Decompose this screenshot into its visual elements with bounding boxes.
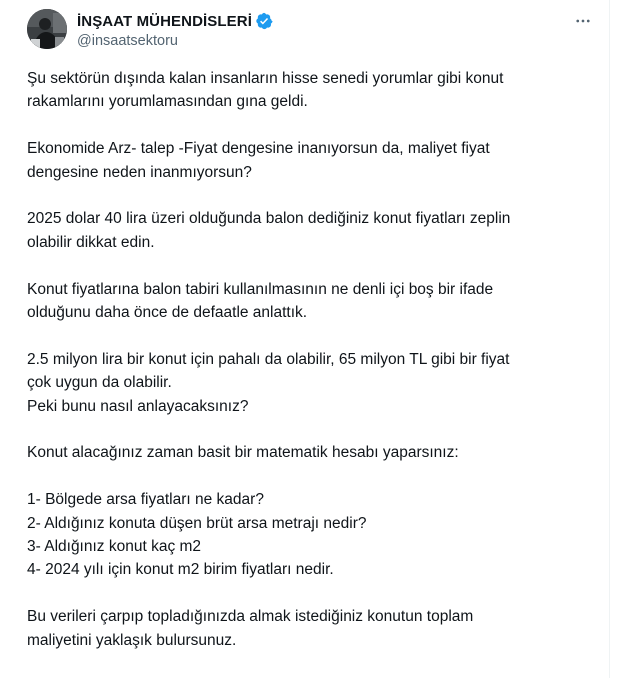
text-line: Konut alacağınız zaman basit bir matematik hesabı yaparsınız: <box>27 444 459 462</box>
avatar[interactable] <box>27 9 67 49</box>
text-line: Konut fiyatlarına balon tabiri kullanılmasının ne denli içi boş bir ifade <box>27 280 494 298</box>
text-line: Bu verileri çarpıp topladığınızda almak istediğiniz konutun toplam <box>27 608 474 626</box>
text-line: çok uygun da olabilir. <box>27 374 172 392</box>
paragraph-6 <box>27 441 587 464</box>
text-line: Peki bunu nasıl anlayacaksınız? <box>27 397 249 415</box>
text-line: Şu sektörün dışında kalan insanların hisse senedi yorumlar gibi konut <box>27 70 504 87</box>
text-line: dengesine neden inanmıyorsun? <box>27 163 252 181</box>
text-line: 2.5 milyon lira bir konut için pahalı da olabilir, 65 milyon TL gibi bir fiyat <box>27 350 510 368</box>
name-row <box>77 12 273 30</box>
list-item: 4- 2024 yılı için konut m2 birim fiyatları nedir. <box>27 561 334 579</box>
paragraph-4 <box>27 278 587 325</box>
tweet-text <box>27 67 587 652</box>
paragraph-8 <box>27 605 587 652</box>
text-line: olabilir dikkat edin. <box>27 233 155 251</box>
paragraph-5 <box>27 348 587 418</box>
paragraph-1 <box>27 67 587 114</box>
tweet-header <box>0 0 610 62</box>
verified-badge-icon <box>255 12 273 30</box>
profile-photo <box>27 9 67 49</box>
handle[interactable]: @insaatsektoru <box>77 33 178 49</box>
paragraph-3 <box>27 207 587 254</box>
text-line: rakamlarını yorumlamasından gına geldi. <box>27 93 308 111</box>
paragraph-2 <box>27 137 587 184</box>
more-horizontal-icon[interactable] <box>572 10 594 32</box>
author-names <box>77 12 273 49</box>
list-item: 2- Aldığınız konuta düşen brüt arsa metrajı nedir? <box>27 514 367 532</box>
list-item: 1- Bölgede arsa fiyatları ne kadar? <box>27 491 264 509</box>
text-line: Ekonomide Arz- talep -Fiyat dengesine inanıyorsun da, maliyet fiyat <box>27 140 490 158</box>
display-name[interactable]: İNŞAAT MÜHENDİSLERİ <box>77 12 252 30</box>
text-line: maliyetini yaklaşık bulursunuz. <box>27 631 237 649</box>
list-item: 3- Aldığınız konut kaç m2 <box>27 538 202 556</box>
paragraph-7 <box>27 488 587 582</box>
text-line: olduğunu daha önce de defaatle anlattık. <box>27 304 308 322</box>
text-line: 2025 dolar 40 lira üzeri olduğunda balon dediğiniz konut fiyatları zeplin <box>27 210 511 228</box>
